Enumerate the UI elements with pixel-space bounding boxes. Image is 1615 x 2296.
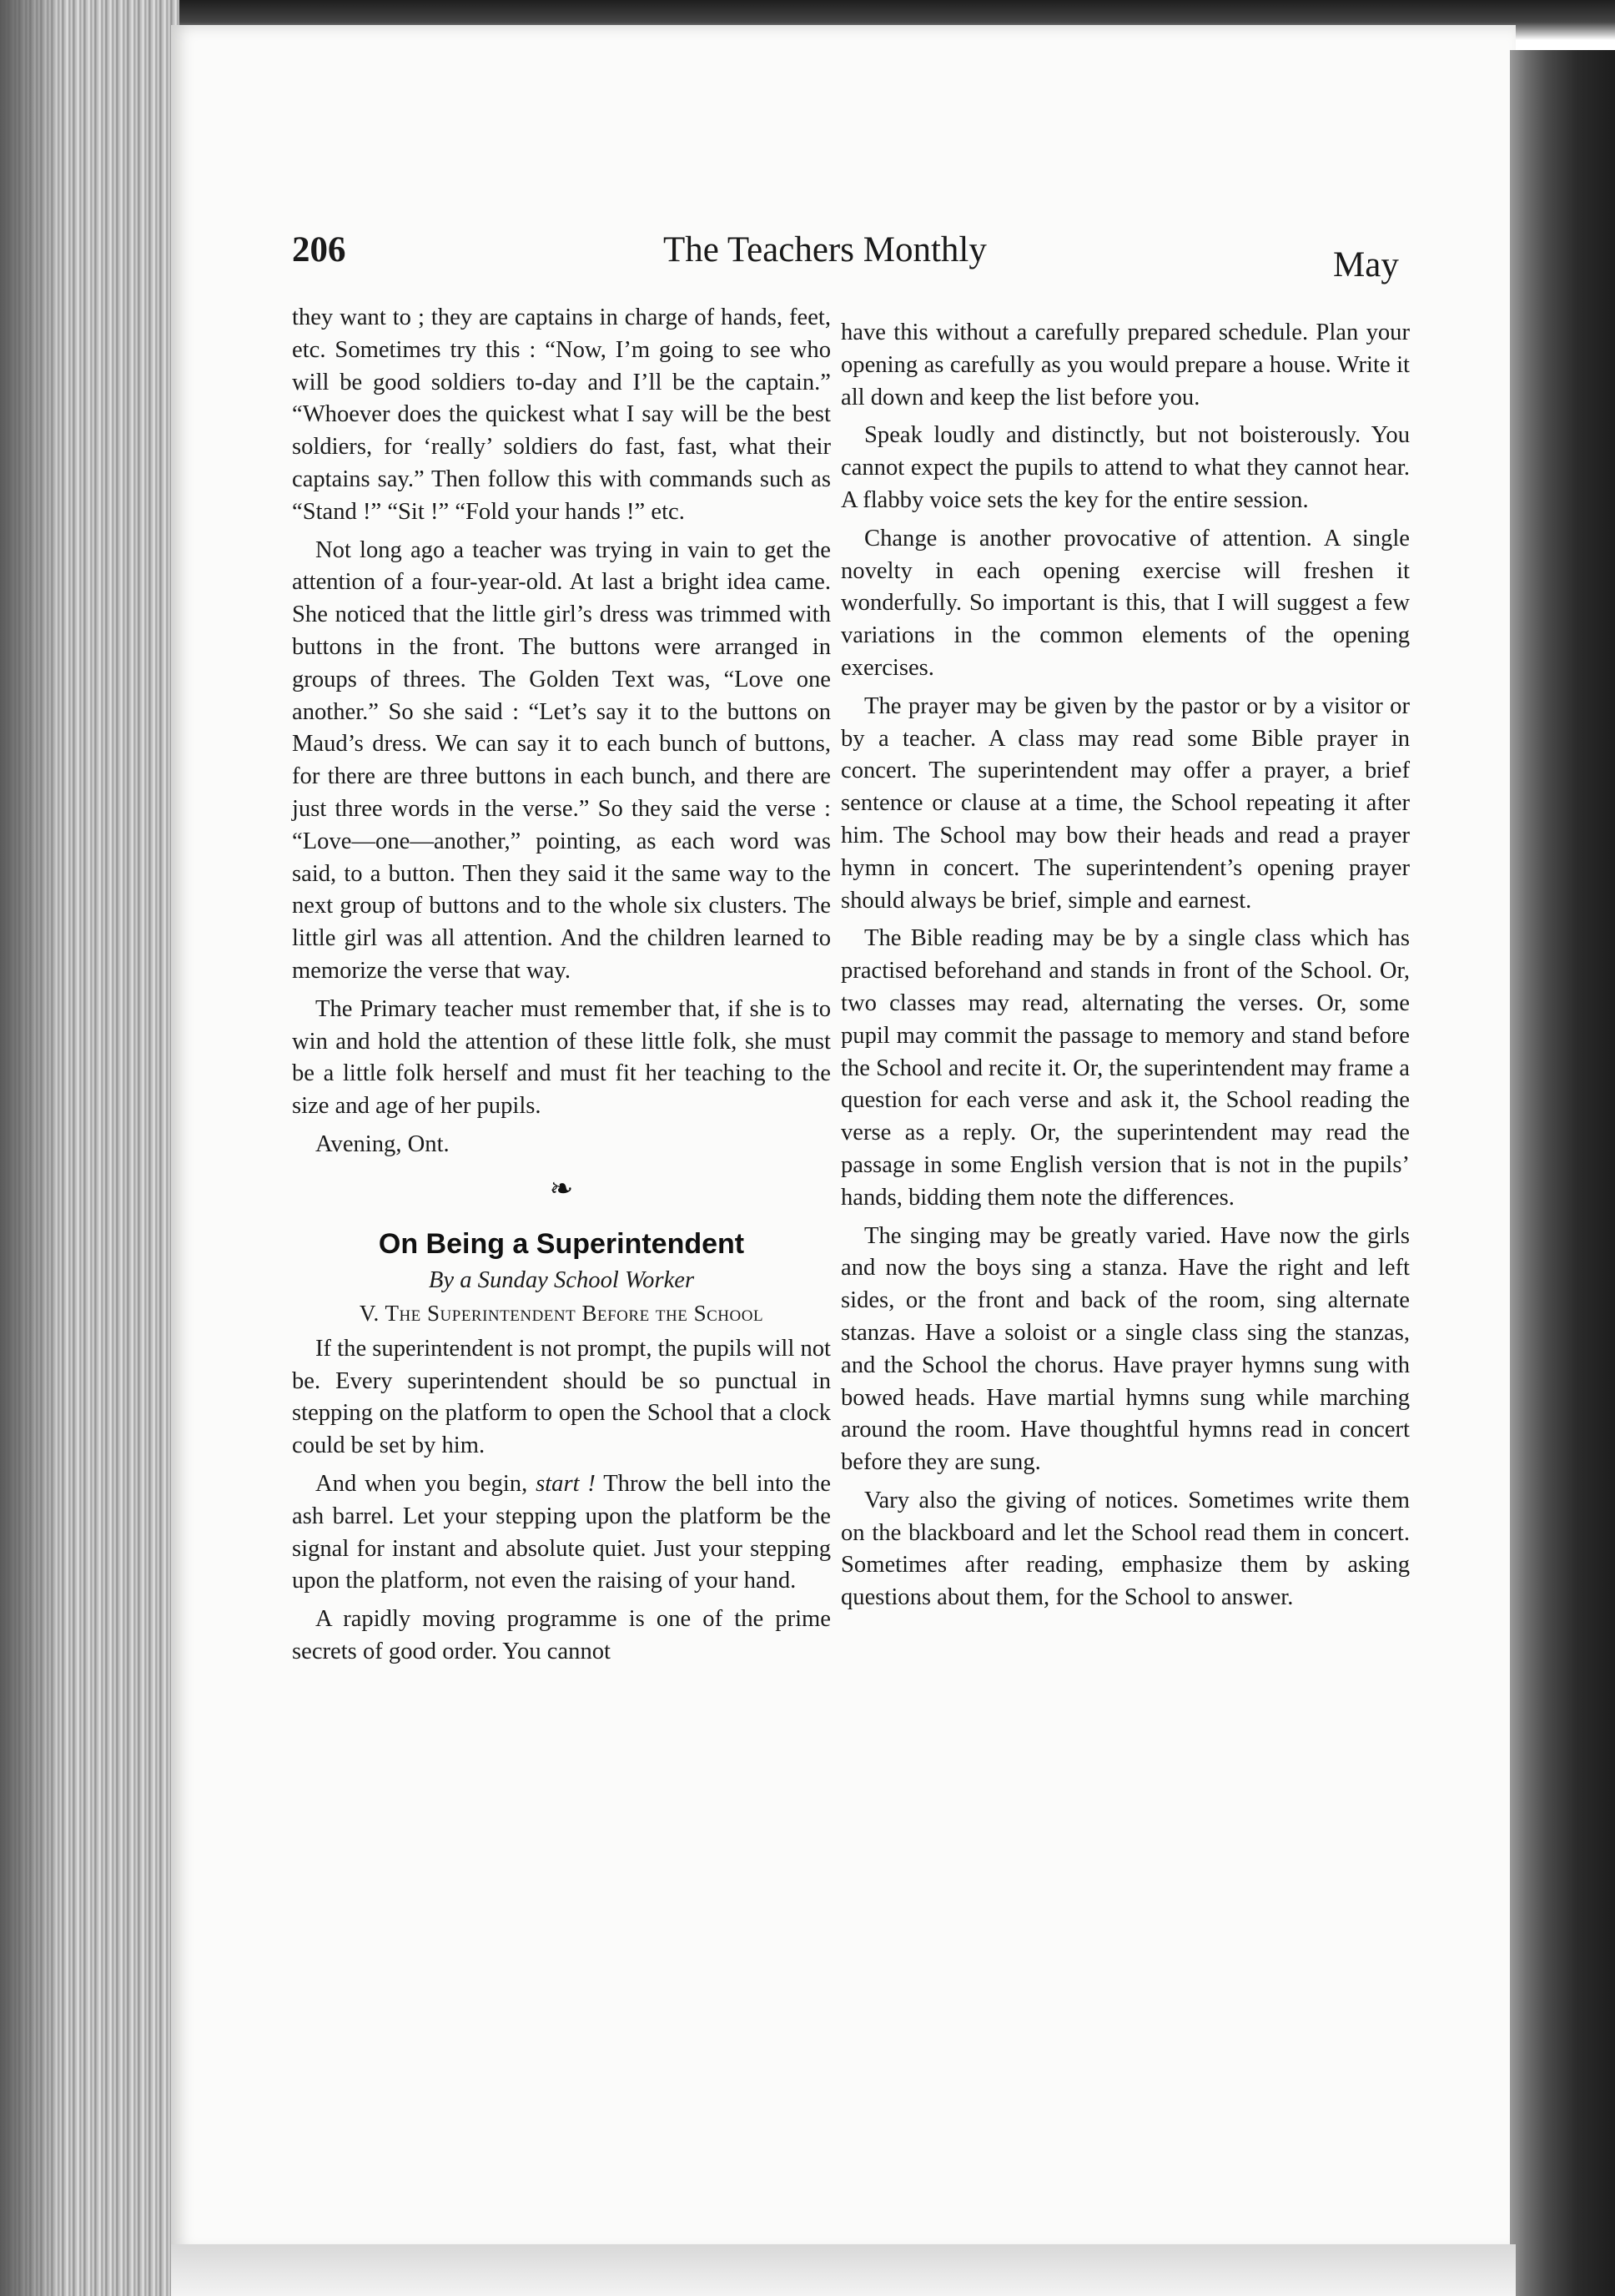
scan-bottom-edge — [171, 2244, 1516, 2296]
text-run: And when you begin, — [315, 1470, 536, 1497]
paragraph: Vary also the giving of notices. Sometimes write them on the blackboard and let the School read them in concert. Sometimes after reading, emphasize them by asking questions about them, for the School to answer. — [841, 1487, 1410, 1611]
paragraph: have this without a carefully prepared schedule. Plan your opening as carefully as you would prepare a house. Write it all down and keep the list before you. — [841, 320, 1410, 410]
article-title: On Being a Superintendent — [378, 1227, 745, 1260]
paragraph: they want to ; they are captains in charge of hands, feet, etc. Sometimes try this : “Now, I’m going to see who will be good soldiers to-day and I’ll be the captain.” “Whoever does the quickest what I say will be the best soldiers, for ‘really’ soldiers do fast, fast, what their captains say.” Then follow this with commands such as “Stand !” “Sit !” “Fold your hands !” etc. — [292, 305, 831, 525]
emphasis: start ! — [536, 1470, 596, 1497]
paragraph: A rapidly moving programme is one of the prime secrets of good order. You cannot — [292, 1606, 831, 1664]
paragraph: The Primary teacher must remember that, if she is to win and hold the attention of these little folk, she must be a little folk herself and must fit her teaching to the size and age of her pupils. — [292, 995, 831, 1120]
paragraph: The singing may be greatly varied. Have now the girls and now the boys sing a stanza. Have the right and left sides, or the front and back of the room, sing alternate stanzas. Have a soloist or a single class sing the stanzas, and the School the chorus. Have prayer hymns sung with bowed heads. Have martial hymns sung while marching around the room. Have thoughtful hymns read in concert before they are sung. — [841, 1222, 1410, 1476]
paragraph: Not long ago a teacher was trying in vain to get the attention of a four-year-old. At last a bright idea came. She noticed that the little girl’s dress was trimmed with buttons in the front. The buttons were arranged in groups of threes. The Golden Text was, “Love one another.” So she said : “Let’s say it to the buttons on Maud’s dress. We can say it to each bunch of buttons, for there are three buttons in each bunch, and there are just three words in the verse.” So they said the verse : “Love—one—another,” pointing, as each word was said, to a button. Then they said it the same way to the next group of buttons and to the whole six clusters. The little girl was all attention. And the children learned to memorize the verse that way. — [292, 536, 831, 984]
issue-month: May — [1333, 245, 1399, 284]
paragraph: Speak loudly and distinctly, but not boisterously. You cannot expect the pupils to attend to what they cannot hear. A flabby voice sets the key for the entire session. — [841, 422, 1410, 513]
page-number: 206 — [292, 230, 346, 269]
left-column — [292, 302, 831, 1674]
text-run: Throw the bell into the ash barrel. Let your stepping upon the platform be the signal for instant and absolute quiet. Just your stepping upon the platform, not even the raising of your hand. — [292, 1470, 831, 1594]
paragraph — [292, 1468, 831, 1598]
running-title: The Teachers Monthly — [663, 230, 987, 269]
paragraph: The Bible reading may be by a single class which has practised beforehand and stands in front of the School. Or, two classes may read, alternating the verses. Or, some pupil may commit the passage to memory and stand before the School and recite it. Or, the superintendent may frame a question for each verse and ask it, the School reading the verse as a reply. Or, the superintendent may read the passage in some English version that is not in the pupils’ hands, bidding them note the differences. — [841, 925, 1410, 1211]
right-column — [841, 317, 1410, 1620]
section-heading: V. The Superintendent Before the School — [359, 1300, 764, 1326]
paragraph: Change is another provocative of attention. A single novelty in each opening exercise will freshen it wonderfully. So important is this, that I will suggest a few variations in the common elements of the opening exercises. — [841, 525, 1410, 681]
paragraph: If the superintendent is not prompt, the pupils will not be. Every superintendent should be so punctual in stepping on the platform to open the School that a clock could be set by him. — [292, 1335, 831, 1459]
book-page-edges — [0, 0, 179, 2296]
article-byline: By a Sunday School Worker — [428, 1266, 695, 1293]
paragraph: The prayer may be given by the pastor or by a visitor or by a teacher. A class may read some Bible prayer in concert. The superintendent may offer a prayer, a brief sentence or clause at a time, the School repeating it after him. The School may bow their heads and read a prayer hymn in concert. The superintendent’s opening prayer should always be brief, simple and earnest. — [841, 692, 1410, 914]
scan-right-shadow — [1510, 50, 1615, 2296]
dateline: Avening, Ont. — [315, 1130, 450, 1157]
fleuron-icon: ❧ — [549, 1173, 574, 1205]
